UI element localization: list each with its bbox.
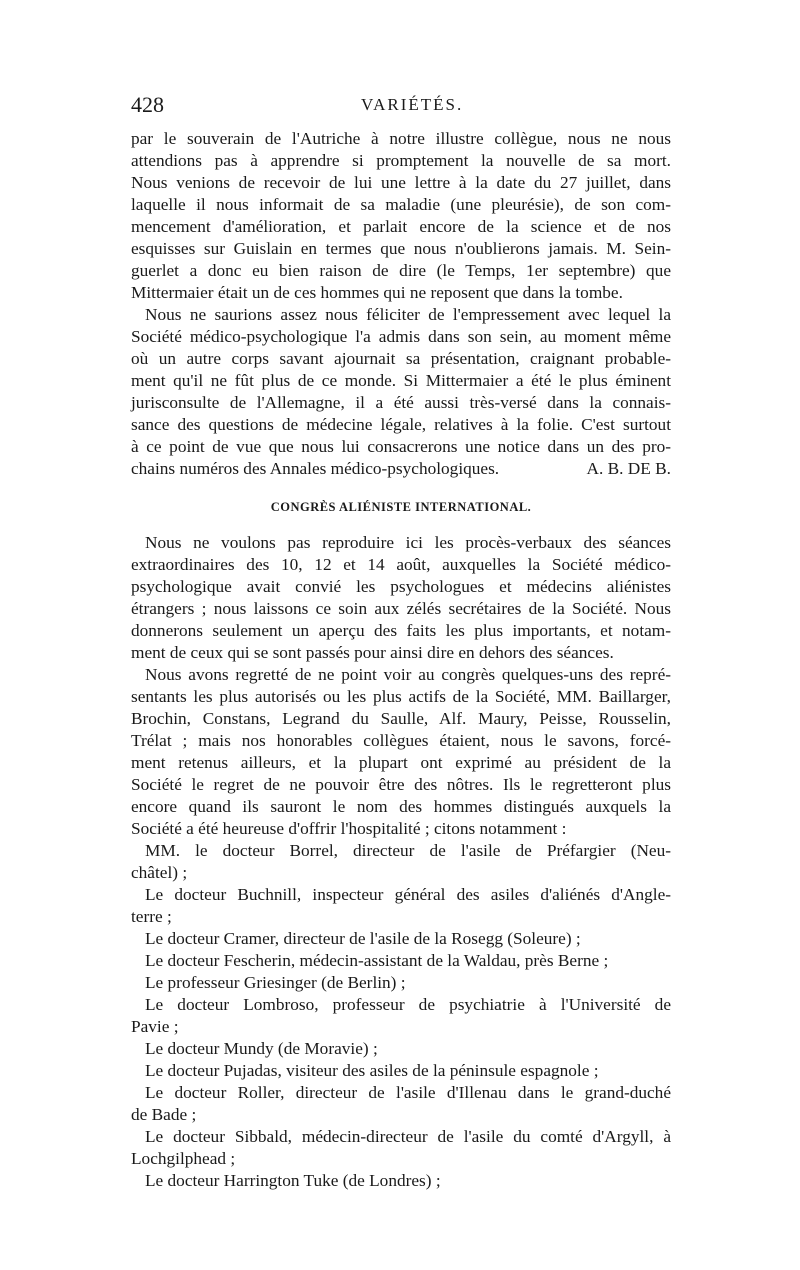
text-line: attendions pas à apprendre si promptement la nouvelle de sa mort. xyxy=(131,151,671,170)
list-item xyxy=(131,994,671,1038)
text-line: sance des questions de médecine légale, relatives à la folie. C'est surtout xyxy=(131,415,671,434)
text-line: esquisses sur Guislain en termes que nous n'oublierons jamais. M. Sein- xyxy=(131,239,671,258)
signature: A. B. DE B. xyxy=(586,459,671,478)
list-item xyxy=(131,1038,671,1060)
text-line: Le docteur Sibbald, médecin-directeur de l'asile du comté d'Argyll, à xyxy=(145,1127,671,1146)
list-item xyxy=(131,928,671,950)
text-line: Le professeur Griesinger (de Berlin) ; xyxy=(145,973,406,992)
text-line: psychologique avait convié les psychologues et médecins aliénistes xyxy=(131,577,671,596)
text-line: Nous ne voulons pas reproduire ici les procès-verbaux des séances xyxy=(145,533,671,552)
text-line: Société médico-psychologique l'a admis dans son sein, au moment même xyxy=(131,327,671,346)
paragraph-congress-intro xyxy=(131,532,671,664)
text-line: Mittermaier était un de ces hommes qui ne reposent que dans la tombe. xyxy=(131,283,623,302)
text-line: Trélat ; mais nos honorables collègues étaient, nous le savons, forcé- xyxy=(131,731,671,750)
paragraph-mittermaier-tribute xyxy=(131,304,671,480)
text-line: Société a été heureuse d'offrir l'hospitalité ; citons notamment : xyxy=(131,819,567,838)
text-line: de Bade ; xyxy=(131,1105,197,1124)
list-item xyxy=(131,1126,671,1170)
text-line: châtel) ; xyxy=(131,863,188,882)
text-line: Lochgilphead ; xyxy=(131,1149,236,1168)
text-line: Le docteur Lombroso, professeur de psychiatrie à l'Université de xyxy=(145,995,671,1014)
list-item xyxy=(131,950,671,972)
text-line: Le docteur Fescherin, médecin-assistant de la Waldau, près Berne ; xyxy=(145,951,609,970)
list-item xyxy=(131,840,671,884)
list-item xyxy=(131,1060,671,1082)
text-line: guerlet a donc eu bien raison de dire (le Temps, 1er septembre) que xyxy=(131,261,671,280)
text-line: Nous ne saurions assez nous féliciter de l'empressement avec lequel la xyxy=(145,305,671,324)
text-line: jurisconsulte de l'Allemagne, il a été aussi très-versé dans la connais- xyxy=(131,393,671,412)
text-line: à ce point de vue que nous lui consacrerons une notice dans un des pro- xyxy=(131,437,671,456)
list-item xyxy=(131,884,671,928)
text-line: extraordinaires des 10, 12 et 14 août, auxquelles la Société médico- xyxy=(131,555,671,574)
text-line: laquelle il nous informait de sa maladie (une pleurésie), de son com- xyxy=(131,195,671,214)
text-line: par le souverain de l'Autriche à notre illustre collègue, nous ne nous xyxy=(131,129,671,148)
text-line: Nous avons regretté de ne point voir au congrès quelques-uns des repré- xyxy=(145,665,671,684)
text-line: Le docteur Pujadas, visiteur des asiles de la péninsule espagnole ; xyxy=(145,1061,599,1080)
paragraph-mittermaier-continued xyxy=(131,128,671,304)
section-heading: CONGRÈS ALIÉNISTE INTERNATIONAL. xyxy=(270,500,532,514)
text-line xyxy=(131,458,671,480)
text-line: Le docteur Roller, directeur de l'asile d'Illenau dans le grand-duché xyxy=(145,1083,671,1102)
text-line: MM. le docteur Borrel, directeur de l'asile de Préfargier (Neu- xyxy=(145,841,671,860)
text-line: donnerons seulement un aperçu des faits les plus importants, et notam- xyxy=(131,621,671,640)
text-line: étrangers ; nous laissons ce soin aux zélés secrétaires de la Société. Nous xyxy=(131,599,671,618)
text-line: Pavie ; xyxy=(131,1017,179,1036)
attendee-list xyxy=(131,840,671,1192)
text-line: Le docteur Harrington Tuke (de Londres) ; xyxy=(145,1171,441,1190)
text-line: sentants les plus autorisés ou les plus actifs de la Société, MM. Baillarger, xyxy=(131,687,671,706)
text-line: Nous venions de recevoir de lui une lettre à la date du 27 juillet, dans xyxy=(131,173,671,192)
page-number: 428 xyxy=(131,92,164,117)
text-line: Brochin, Constans, Legrand du Saulle, Alf. Maury, Peisse, Rousselin, xyxy=(131,709,671,728)
text-line: ment de ceux qui se sont passés pour ainsi dire en dehors des séances. xyxy=(131,643,614,662)
text-line: mencement d'amélioration, et parlait encore de la science et de nos xyxy=(131,217,671,236)
text-line: Le docteur Cramer, directeur de l'asile de la Rosegg (Soleure) ; xyxy=(145,929,581,948)
text-line: ment retenus ailleurs, et la plupart ont exprimé au président de la xyxy=(131,753,671,772)
text-line: ment qu'il ne fût plus de ce monde. Si Mittermaier a été le plus éminent xyxy=(131,371,671,390)
text-line-content: chains numéros des Annales médico-psychologiques. xyxy=(131,459,500,478)
text-line: où un autre corps savant ajournait sa présentation, craignant probable- xyxy=(131,349,671,368)
text-line: Société le regret de ne pouvoir être des nôtres. Ils le regretteront plus xyxy=(131,775,671,794)
text-line: Le docteur Mundy (de Moravie) ; xyxy=(145,1039,378,1058)
list-item xyxy=(131,972,671,994)
body-text xyxy=(131,128,671,1192)
running-head: VARIÉTÉS. xyxy=(361,95,464,114)
text-line: encore quand ils sauront le nom des hommes distingués auxquels la xyxy=(131,797,671,816)
text-line: Le docteur Buchnill, inspecteur général des asiles d'aliénés d'Angle- xyxy=(145,885,671,904)
list-item xyxy=(131,1170,671,1192)
page-header xyxy=(131,92,671,122)
list-item xyxy=(131,1082,671,1126)
text-line: terre ; xyxy=(131,907,172,926)
paragraph-congress-attendees xyxy=(131,664,671,840)
